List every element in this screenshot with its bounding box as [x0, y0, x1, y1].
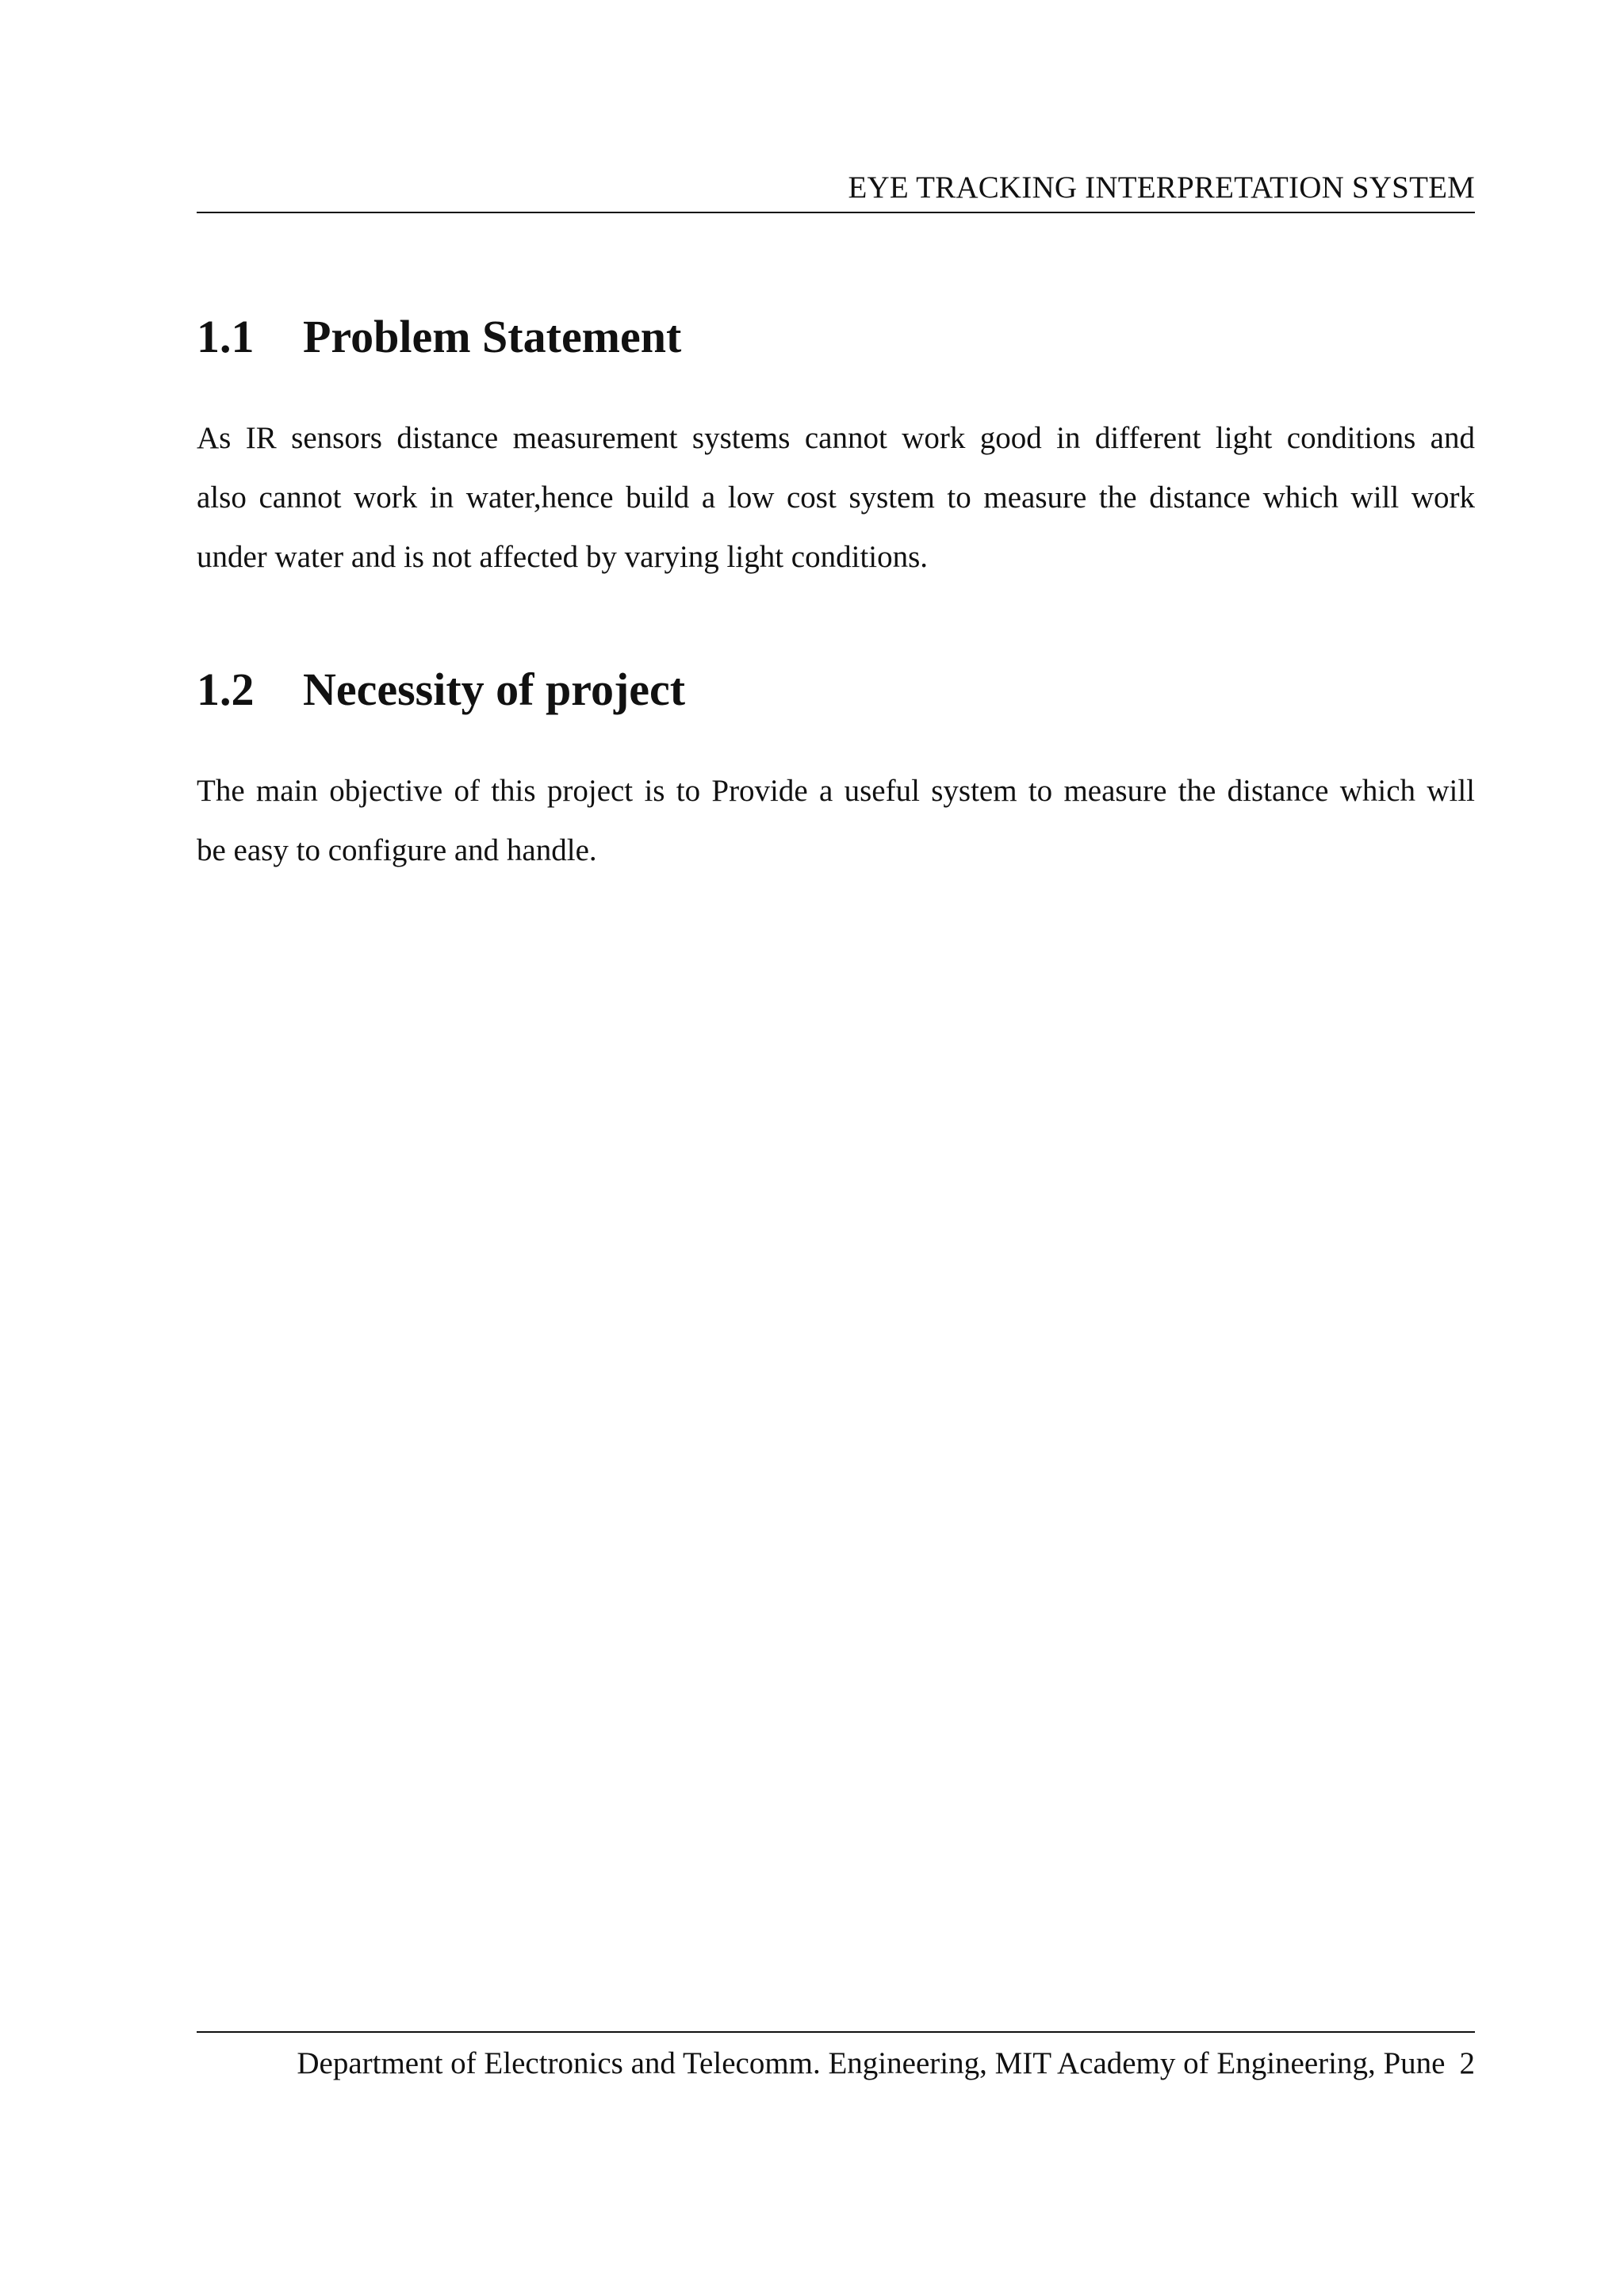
paragraph-line: under water and is not affected by varying light conditions. — [197, 540, 929, 574]
section-title: Problem Statement — [303, 311, 682, 362]
section-heading-problem-statement — [197, 309, 1475, 365]
running-header: EYE TRACKING INTERPRETATION SYSTEM — [848, 170, 1475, 205]
section-title: Necessity of project — [303, 664, 686, 715]
header-rule — [197, 212, 1475, 213]
page-number: 2 — [1459, 2046, 1475, 2080]
footer-department: Department of Electronics and Telecomm. Engineering, MIT Academy of Engineering, Pune — [297, 2046, 1446, 2080]
necessity-paragraph — [197, 761, 1475, 880]
paragraph-line: As IR sensors distance measurement systems cannot work good in different light conditions and — [197, 421, 1475, 455]
section-number: 1.2 — [197, 664, 255, 715]
paragraph-line: also cannot work in water,hence build a low cost system to measure the distance which will work — [197, 480, 1475, 515]
footer-rule — [197, 2031, 1475, 2033]
problem-statement-paragraph — [197, 408, 1475, 587]
page-footer — [197, 2044, 1475, 2084]
section-number: 1.1 — [197, 311, 255, 362]
section-heading-necessity-of-project — [197, 662, 1475, 718]
paragraph-line: be easy to configure and handle. — [197, 833, 597, 867]
paragraph-line: The main objective of this project is to Provide a useful system to measure the distance which will — [197, 774, 1475, 808]
